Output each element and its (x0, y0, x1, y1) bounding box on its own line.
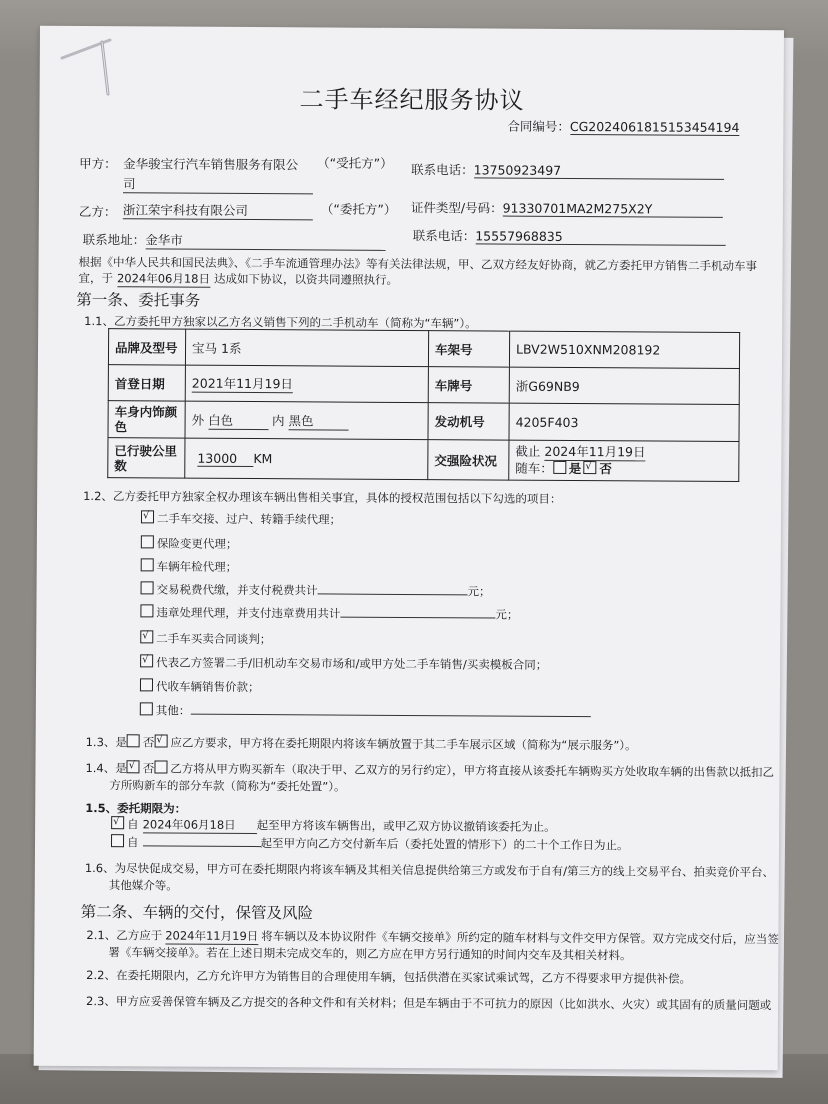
vehicle-info-table (107, 328, 740, 482)
color-value (185, 401, 428, 439)
party-b-phone-value: 15557968835 (475, 228, 725, 246)
item-label: 二手车交接、过户、转籍手续代理； (156, 511, 342, 527)
party-a-name-line2: 司 (123, 174, 313, 194)
insurance-until-label: 截止 (515, 443, 541, 459)
clause-1-5-number: 1.5、 (85, 801, 118, 816)
clause-2-1-line2: 署《车辆交接单》。若在上述日期未完成交车的，则乙方应在甲方另行通知的时间内交车及其相关材料。 (108, 945, 632, 963)
item-label: 违章处理代理，并支付违章费用共计 (156, 605, 341, 621)
clause-2-1-text: 将车辆以及本协议附件《车辆交接单》所约定的随车材料与文件交甲方保管。双方完成交付后，应当签 (261, 929, 779, 947)
mileage-unit: KM (253, 450, 273, 466)
insurance-value (509, 440, 739, 481)
preamble-line1: 根据《中华人民共和国民法典》、《二手车流通管理办法》等有关法律法规，甲、乙双方经友好协商，就乙方委托甲方销售二手机动车事 (78, 254, 758, 274)
party-b-phone-label: 联系电话： (412, 228, 476, 244)
preamble-date: 2024年06月18日 (116, 271, 211, 286)
period-a-date: 2024年06月18日 (143, 816, 257, 834)
party-b-phone (413, 226, 726, 246)
clause-1-3-text: 应乙方要求，甲方将在委托期限内将该车辆放置于其二手车展示区域（简称为“展示服务”）。 (170, 735, 637, 753)
table-row (108, 401, 739, 442)
item-checkbox[interactable] (140, 604, 153, 617)
clause-1-4-no-checkbox[interactable] (154, 760, 167, 773)
other-blank[interactable] (190, 714, 590, 717)
preamble-line2 (78, 270, 398, 289)
color-label-line2: 色 (114, 419, 128, 435)
contract-number-value: CG2024061815153454194 (569, 118, 740, 136)
address-value: 金华市 (145, 230, 385, 250)
clause-1-5-label: 委托期限为： (117, 801, 187, 816)
period-a-text: 起至甲方将该车辆售出，或甲乙双方协议撤销该委托为止。 (256, 818, 556, 834)
party-b-address (83, 230, 386, 251)
clause-1-6-line2: 其他媒介等。 (108, 878, 178, 893)
violation-amount-blank[interactable] (340, 617, 495, 619)
party-a-name (123, 154, 313, 194)
insurance-no-checkbox[interactable] (583, 461, 596, 474)
party-b-id (411, 198, 723, 218)
table-row (108, 438, 739, 482)
clause-1-5-option-a (111, 816, 556, 836)
contract-number (507, 117, 739, 136)
color-label-line1: 车身内饰颜 (114, 404, 178, 420)
period-b-text: 起至甲方向乙方交付新车后（委托处置的情形下）的二十个工作日为止。 (260, 836, 629, 853)
insurance-yes-checkbox[interactable] (553, 461, 566, 474)
period-b-date-blank[interactable] (142, 845, 260, 847)
list-item (140, 678, 260, 695)
item-checkbox[interactable] (140, 630, 153, 643)
list-item (141, 558, 238, 575)
clause-2-3: 2.3、甲方应妥善保管车辆及乙方提交的各种文件和有关材料；但是车辆由于不可抗力的原因（比如洪水、火灾）或其固有的质量问题或 (86, 994, 772, 1013)
item-label: 二手车买卖合同谈判； (156, 631, 272, 647)
clause-1-4-no: 否 (142, 761, 155, 776)
vin-label: 车架号 (428, 331, 509, 367)
color-label (108, 401, 185, 438)
period-b-checkbox[interactable] (111, 834, 124, 847)
party-b-name-value: 浙江荣宇科技有限公司 (123, 200, 313, 220)
party-a-label: 甲方： (79, 155, 117, 172)
address-label: 联系地址： (82, 231, 146, 248)
mileage-value (185, 438, 428, 479)
mileage-label (108, 438, 185, 478)
clause-1-3 (86, 734, 637, 753)
item-label: 保险变更代理； (156, 536, 238, 551)
list-item (141, 535, 238, 552)
clause-1-4-text: 乙方将从甲方购买新车（取决于甲、乙双方的另行约定），甲方将直接从该委托车辆购买方处收取车辆的出售款以抵扣乙 (170, 761, 775, 780)
item-checkbox[interactable] (140, 702, 153, 715)
clause-1-3-number: 1.3、 (85, 735, 116, 750)
vin-value: LBV2W510XNM208192 (509, 331, 739, 368)
item-checkbox[interactable] (141, 558, 154, 571)
insurance-label: 交强险状况 (428, 440, 509, 480)
engine-label: 发动机号 (428, 403, 509, 440)
table-row (108, 365, 739, 405)
clause-1-5-head (85, 800, 186, 817)
clause-1-2: 1.2、乙方委托甲方独家全权办理该车辆出售相关事宜，具体的授权范围包括以下勾选的项目： (83, 488, 562, 506)
clause-2-1-prefix: 2.1、乙方应于 (86, 928, 163, 943)
section2-heading: 第二条、车辆的交付，保管及风险 (80, 902, 314, 923)
item-checkbox[interactable] (141, 581, 154, 594)
clause-2-1-date: 2024年11月19日 (165, 928, 259, 944)
clause-1-3-no-checkbox[interactable] (154, 734, 167, 747)
brand-label: 品牌及型号 (108, 329, 185, 365)
party-a-phone-label: 联系电话： (411, 161, 474, 178)
party-a-phone (411, 160, 724, 180)
reg-date-text: 2021年11月19日 (191, 375, 293, 392)
party-b-id-label: 证件类型/号码： (410, 199, 503, 216)
mileage-label-line2: 数 (114, 457, 127, 473)
party-b-id-value: 91330701MA2M275X2Y (503, 201, 723, 218)
item-checkbox[interactable] (141, 510, 154, 523)
clause-1-4-yes: 是 (115, 761, 127, 776)
staple-icon (58, 34, 118, 104)
clause-1-4-yes-checkbox[interactable] (127, 760, 140, 773)
period-a-checkbox[interactable] (111, 816, 124, 829)
outer-color-label: 外 (191, 412, 205, 428)
insurance-yes-label: 是 (568, 460, 582, 477)
item-checkbox[interactable] (141, 535, 154, 548)
party-b-role: （“委托方”） (320, 201, 397, 217)
party-b-name (123, 200, 313, 220)
clause-1-5-option-b (111, 834, 629, 853)
list-item (140, 654, 547, 672)
item-checkbox[interactable] (140, 654, 153, 667)
item-suffix: 元； (495, 607, 519, 622)
brand-value: 宝马 1系 (185, 329, 428, 366)
clause-1-3-yes: 是 (115, 735, 127, 750)
insurance-until-date: 2024年11月19日 (544, 443, 646, 460)
plate-value: 浙G69NB9 (509, 367, 739, 404)
contract-number-label: 合同编号： (507, 118, 570, 134)
clause-1-4-number: 1.4、 (85, 761, 116, 776)
list-item (140, 630, 271, 647)
item-suffix: 元； (467, 584, 491, 599)
tax-amount-blank[interactable] (318, 593, 468, 595)
insurance-no-label: 否 (599, 461, 612, 477)
clause-1-6: 1.6、为尽快促成交易，甲方可在委托期限内将该车辆及其相关信息提供给第三方或发布于自有/第三方的线上交易平台、拍卖竞价平台、 (84, 861, 775, 880)
mileage-number: 13000 (197, 450, 253, 466)
item-label: 交易税费代缴，并支付税费共计 (156, 582, 318, 598)
document-title: 二手车经纪服务协议 (299, 85, 525, 115)
clause-1-1: 1.1、乙方委托甲方独家以乙方名义销售下列的二手机动车（简称为“车辆”）。 (84, 314, 477, 331)
item-checkbox[interactable] (140, 678, 153, 691)
mileage-label-line1: 已行驶公里 (114, 442, 177, 459)
party-a-role: （“受托方”） (317, 155, 393, 171)
inner-color-value: 黑色 (289, 411, 349, 430)
clause-1-4-line2: 方所购新车的部分车款（简称为“委托处置”）。 (109, 778, 346, 794)
list-item (141, 510, 341, 527)
party-a-name-line1: 金华骏宝行汽车销售服务有限公 (123, 156, 299, 173)
engine-value: 4205F403 (509, 403, 739, 441)
period-a-from: 自 (127, 817, 139, 832)
section1-heading: 第一条、委托事务 (76, 290, 201, 310)
item-label: 车辆年检代理； (156, 559, 238, 574)
item-label: 代表乙方签署二手/旧机动车交易市场和/或甲方处二手车销售/买卖模板合同； (156, 655, 548, 672)
party-b-label: 乙方： (78, 203, 117, 220)
list-item (141, 581, 491, 599)
party-a-phone-value: 13750923497 (474, 162, 724, 180)
plate-label: 车牌号 (428, 367, 509, 403)
item-label: 其他： (155, 703, 191, 718)
clause-1-3-no: 否 (142, 735, 155, 750)
agreement-page (34, 26, 784, 1071)
preamble-suffix: 达成如下协议，以资共同遵照执行。 (213, 271, 399, 287)
item-label: 代收车辆销售价款； (155, 679, 260, 695)
list-item (140, 702, 591, 721)
outer-color-value: 白色 (208, 410, 268, 429)
list-item (140, 604, 518, 622)
period-b-from: 自 (126, 835, 139, 850)
clause-2-2: 2.2、在委托期限内，乙方允许甲方为销售目的合理使用车辆，包括供潜在买家试乘试驾，乙方不得要求甲方提供补偿。 (86, 968, 692, 986)
table-row (108, 329, 739, 369)
reg-date-label: 首登日期 (108, 365, 185, 401)
reg-date-value (185, 365, 428, 402)
clause-1-3-yes-checkbox[interactable] (127, 734, 140, 747)
preamble-prefix: 宜，于 (78, 270, 114, 286)
insurance-with-label: 随车： (515, 460, 553, 476)
inner-color-label: 内 (272, 412, 285, 428)
